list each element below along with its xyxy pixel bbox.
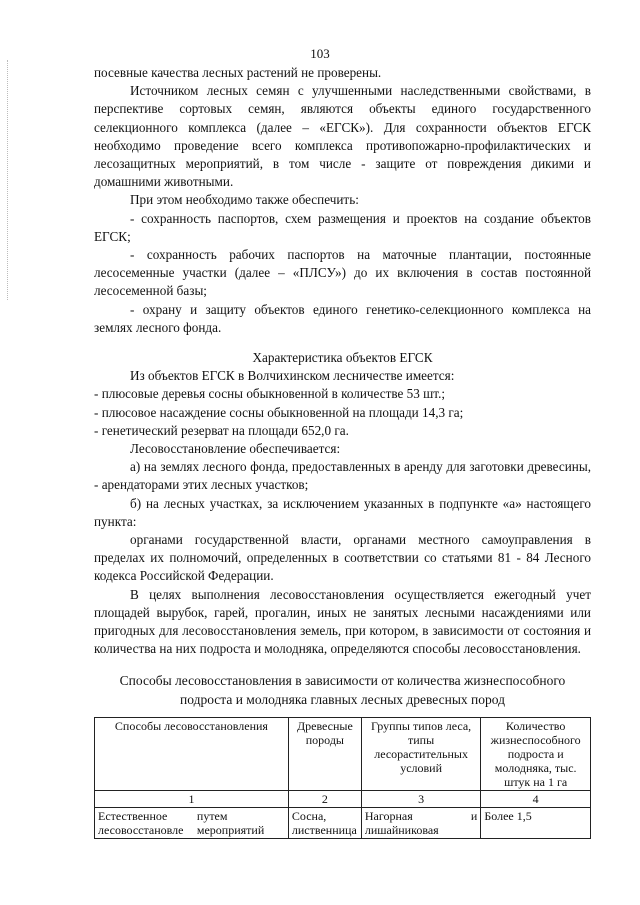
paragraph-ensure: При этом необходимо также обеспечить: [130, 192, 359, 208]
cell-species: Сосна, лиственница [288, 808, 361, 839]
section-intro: Из объектов ЕГСК в Волчихинском лесничестве имеется: [130, 368, 455, 384]
reforestation-item-b-detail: органами государственной власти, органами местного самоуправления в пределах их полномочий, определенных в соответствии со статьями 81 - 84 Лесного кодекса Российской Федерации. [94, 532, 591, 584]
table-row [95, 808, 591, 839]
header-forest-groups: Группы типов леса, типы лесорастительных условий [361, 718, 480, 791]
group-line-2: лишайниковая [364, 823, 439, 837]
paragraph-bullet-protection: - охрану и защиту объектов единого генетико-селекционного комплекса на землях лесного фонда. [94, 301, 591, 335]
document-body [94, 64, 591, 659]
table-title-line-1: Способы лесовосстановления в зависимости от количества жизнеспособного [119, 673, 566, 688]
paragraph-bullet-plantations: - сохранность рабочих паспортов на маточные плантации, постоянные лесосеменные участки (далее – «ПЛСУ») до их включения в состав постоянной лесосеменной базы; [94, 247, 591, 299]
header-methods: Способы лесовосстановления [95, 718, 289, 791]
column-number: 1 [95, 791, 289, 808]
list-item-plus-stand: - плюсовое насаждение сосны обыкновенной на площади 14,3 га; [94, 404, 464, 420]
table-column-numbers-row [95, 791, 591, 808]
cell-quantity: Более 1,5 [481, 808, 591, 839]
table-header-row [95, 718, 591, 791]
list-item-genetic-reserve: - генетический резерват на площади 652,0 га. [94, 422, 349, 438]
reforestation-item-a: а) на землях лесного фонда, предоставленных в аренду для заготовки древесины, - арендаторами этих лесных участков; [94, 459, 591, 493]
column-number: 4 [481, 791, 591, 808]
group-left: Нагорная [364, 809, 413, 823]
paragraph-bullet-passports: - сохранность паспортов, схем размещения и проектов на создание объектов ЕГСК; [94, 210, 591, 244]
page-number: 103 [310, 46, 330, 61]
table-title-line-2: подроста и молодняка главных лесных древесных пород [179, 692, 505, 707]
method-measures: путем мероприятий [196, 809, 265, 837]
paragraph-continuation: посевные качества лесных растений не проверены. [94, 65, 382, 80]
reforestation-methods-table [94, 717, 591, 839]
reforestation-item-b: б) на лесных участках, за исключением указанных в подпункте «а» настоящего пункта: [94, 495, 591, 529]
reforestation-intro: Лесовосстановление обеспечивается: [130, 441, 341, 457]
method-split [98, 809, 285, 837]
list-item-plus-trees: - плюсовые деревья сосны обыкновенной в количестве 53 шт.; [94, 386, 446, 402]
table-title [94, 671, 591, 709]
header-quantity: Количество жизнеспособного подроста и молодняка, тыс. штук на 1 га [481, 718, 591, 791]
column-number: 2 [288, 791, 361, 808]
margin-scan-marks [7, 60, 9, 300]
group-line-1 [365, 809, 477, 823]
cell-method [95, 808, 289, 839]
closing-paragraph: В целях выполнения лесовосстановления осуществляется ежегодный учет площадей вырубок, гарей, прогалин, иных не занятых лесными насаждениями или пригодных для лесовосстановления земель, при котором, в зависимости от состояния и количества на них подроста и молодняка, определяются способы лесовосстановления. [94, 586, 591, 657]
column-number: 3 [361, 791, 480, 808]
paragraph-seed-source: Источником лесных семян с улучшенными наследственными свойствами, в перспективе сортовых семян, являются объекты единого государственного селекционного комплекса (далее – «ЕГСК»). Для сохранности объектов ЕГСК необходимо проведение всего комплекса противопожарно-профилактических и лесозащитных мероприятий, в том числе - защите от повреждения дикими и домашними животными. [94, 83, 591, 190]
cell-forest-group [361, 808, 480, 839]
section-heading: Характеристика объектов ЕГСК [252, 350, 433, 366]
header-species: Древесные породы [288, 718, 361, 791]
group-right: и [470, 809, 478, 823]
method-natural: Естественное лесовосстановле [98, 809, 184, 837]
